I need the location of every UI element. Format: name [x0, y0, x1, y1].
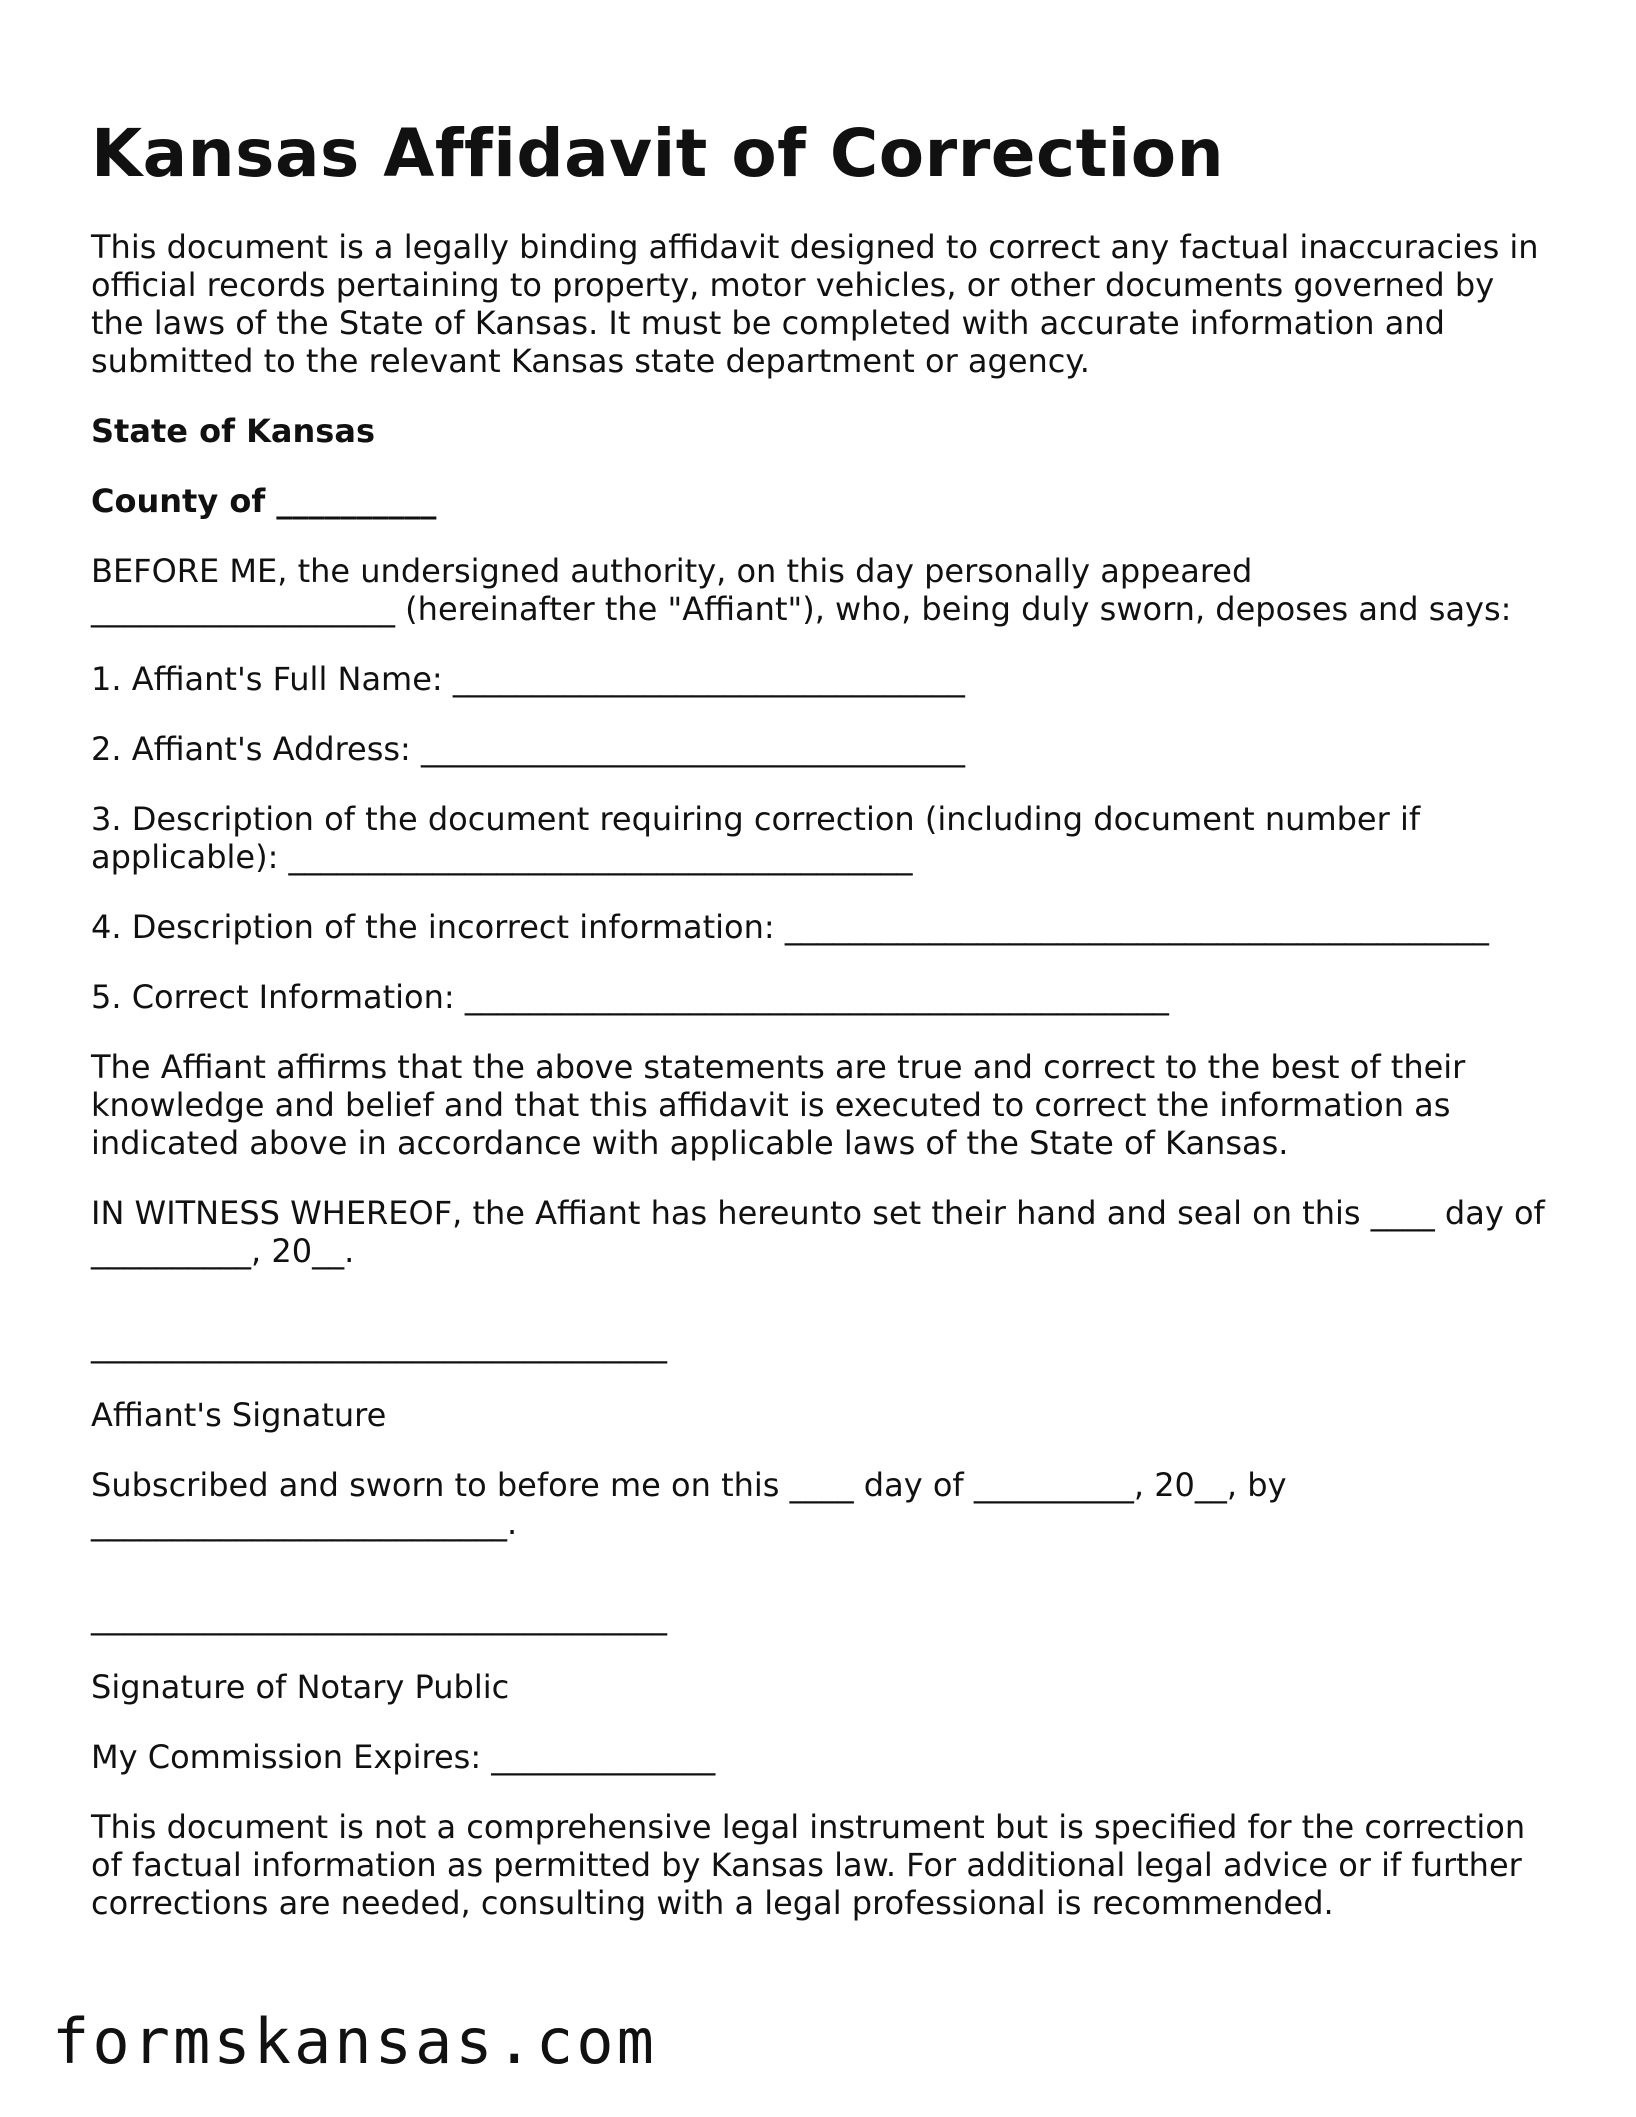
document-title: Kansas Affidavit of Correction [91, 115, 1225, 192]
witness-paragraph: IN WITNESS WHEREOF, the Affiant has hereunto set their hand and seal on this ____ day of __________, 20__. [91, 1194, 1545, 1270]
before-me-paragraph: BEFORE ME, the undersigned authority, on this day personally appeared ___________________ (hereinafter the "Affiant"), who, being duly sworn, deposes and says: [91, 552, 1512, 628]
commission-expires-line: My Commission Expires: ______________ [91, 1738, 716, 1776]
county-line: County of __________ [91, 482, 437, 520]
document-body [91, 114, 1551, 1922]
item-full-name: 1. Affiant's Full Name: ________________________________ [91, 660, 965, 698]
subscribed-paragraph: Subscribed and sworn to before me on this ____ day of __________, 20__, by __________________________. [91, 1466, 1287, 1542]
state-heading: State of Kansas [91, 412, 375, 450]
intro-paragraph: This document is a legally binding affidavit designed to correct any factual inaccuracies in official records pertaining to property, motor vehicles, or other documents governed by the laws of the State of Kansas. It must be completed with accurate information and submitted to the relevant Kansas state department or agency. [91, 228, 1539, 380]
disclaimer-paragraph: This document is not a comprehensive legal instrument but is specified for the correction of factual information as permitted by Kansas law. For additional legal advice or if further corrections are needed, consulting with a legal professional is recommended. [91, 1808, 1526, 1922]
item-address: 2. Affiant's Address: __________________________________ [91, 730, 965, 768]
item-document-description: 3. Description of the document requiring correction (including document number if applicable): _______________________________________ [91, 800, 1421, 876]
notary-signature-line: ____________________________________ [91, 1598, 667, 1636]
affirmation-paragraph: The Affiant affirms that the above statements are true and correct to the best of their knowledge and belief and that this affidavit is executed to correct the information as indicated above in accordance with applicable laws of the State of Kansas. [91, 1048, 1466, 1162]
notary-signature-label: Signature of Notary Public [91, 1668, 510, 1706]
item-correct-information: 5. Correct Information: ____________________________________________ [91, 978, 1169, 1016]
site-watermark: formskansas.com [52, 2005, 657, 2078]
item-incorrect-information: 4. Description of the incorrect information: ____________________________________________ [91, 908, 1489, 946]
affiant-signature-label: Affiant's Signature [91, 1396, 387, 1434]
affiant-signature-line: ____________________________________ [91, 1326, 667, 1364]
